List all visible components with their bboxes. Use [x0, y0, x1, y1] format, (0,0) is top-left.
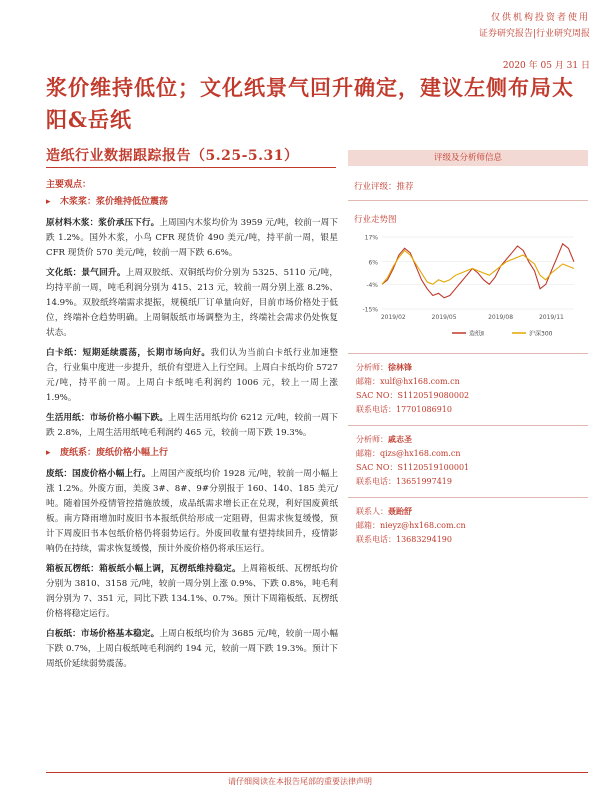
- main-points-heading: 主要观点：: [46, 180, 92, 190]
- analyst-email: 邮箱：xulf@hx168.com.cn: [356, 377, 460, 386]
- paragraph-pulp: 原材料木浆：浆价承压下行。上周国内木浆均价为 3959 元/吨，较前一周下跌 1.2%。国外木浆，小鸟 CFR 现货价 490 美元/吨，持平前一周，银星 CFR 现货价 570 美元/吨，较前一周下跌 6.6%。: [46, 218, 338, 258]
- paragraph-lead: 箱板瓦楞纸：箱板纸小幅上调，瓦楞纸维持稳定。: [46, 564, 241, 574]
- sidebar: [348, 150, 588, 555]
- analyst-name: 戚志圣: [388, 434, 412, 444]
- analyst-card-2: [348, 425, 588, 497]
- contact-phone: 联系电话：13683294190: [356, 535, 452, 544]
- header-audience: 仅供机构投资者使用: [490, 13, 590, 23]
- analyst-phone: 联系电话：17701086910: [356, 405, 452, 414]
- paragraph-lead: 生活用纸：市场价格小幅下跌。: [46, 413, 169, 423]
- paragraph-lead: 文化纸：景气回升。: [46, 268, 126, 278]
- analyst-sac: SAC NO：S1120519100001: [356, 463, 470, 472]
- paragraph-white-board: 白板纸：市场价格基本稳定。上周白板纸均价为 3685 元/吨，较前一周小幅下跌 0.7%，上周白板纸吨毛利润约 194 元，较前一周下跌 19.3%。预计下周纸价延续弱势震荡。: [46, 629, 338, 669]
- analyst-name: 徐林锋: [388, 362, 412, 372]
- analyst-sac: SAC NO：S1120519080002: [356, 391, 470, 400]
- rating-label: 行业评级：: [354, 182, 397, 192]
- analyst-label: 分析师：: [356, 435, 388, 444]
- x-tick-label: 2019/02: [380, 314, 406, 321]
- y-tick-label: -15%: [362, 306, 378, 314]
- y-tick-label: 17%: [364, 234, 378, 242]
- main-content: [46, 178, 338, 677]
- triangle-bullet-icon: ▸: [46, 448, 51, 458]
- contact-label: 联系人：: [356, 507, 388, 516]
- x-tick-label: 2019/11: [538, 314, 564, 321]
- pulp-section-heading: ▸ 木浆浆：浆价维持低位震荡: [46, 195, 338, 210]
- report-header: [479, 10, 590, 42]
- legend-label: 造纸Ⅱ: [469, 330, 484, 338]
- paragraph-boxboard: 箱板瓦楞纸：箱板纸小幅上调，瓦楞纸维持稳定。上周箱板纸、瓦楞纸均价分别为 3810、3158 元/吨，较前一周分别上涨 0.9%、下跌 0.8%，吨毛利润分别为 7、351 元，同比下跌 134.1%、0.7%。预计下周箱板纸、瓦楞纸价格将稳定运行。: [46, 564, 338, 619]
- header-report-type: 证券研究报告|行业研究周报: [478, 29, 590, 39]
- x-tick-label: 2019/05: [431, 314, 457, 321]
- footer-divider: [46, 772, 588, 773]
- trend-chart: [352, 229, 588, 353]
- y-tick-label: -4%: [366, 281, 378, 289]
- legal-notice: 请仔细阅读在本报告尾部的重要法律声明: [228, 777, 372, 786]
- report-subtitle: 造纸行业数据跟踪报告（5.25-5.31）: [46, 148, 299, 164]
- contact-card: [348, 497, 588, 555]
- triangle-bullet-icon: ▸: [46, 197, 51, 207]
- contact-name: 聂跆舒: [388, 506, 412, 516]
- y-tick-label: 6%: [368, 259, 378, 267]
- report-title: 浆价维持低位；文化纸景气回升确定，建议左侧布局太阳&岳纸: [46, 75, 574, 132]
- analyst-phone: 联系电话：13651997419: [356, 477, 452, 486]
- series-line-csi300: [382, 251, 574, 285]
- subtitle-divider: [46, 167, 336, 168]
- legend-label: 沪深300: [529, 330, 553, 338]
- contact-email: 邮箱：nieyz@hx168.com.cn: [356, 521, 466, 530]
- paragraph-lead: 原材料木浆：浆价承压下行。: [46, 218, 160, 228]
- analyst-email: 邮箱：qizs@hx168.com.cn: [356, 449, 461, 458]
- paragraph-lead: 白卡纸：短期延续震荡，长期市场向好。: [46, 348, 211, 358]
- report-date: 2020 年 05 月 31 日: [502, 61, 590, 71]
- industry-rating: [348, 166, 588, 201]
- analyst-card-1: [348, 353, 588, 425]
- trend-chart-svg: [352, 229, 584, 349]
- rating-value: 推荐: [396, 182, 414, 192]
- waste-paper-section-heading: ▸ 废纸系：废纸价格小幅上行: [46, 446, 338, 461]
- paragraph-waste-paper: 废纸：国废价格小幅上行。上周国产废纸均价 1928 元/吨，较前一周小幅上涨 1.2%。外废方面，美废 3#、8#、9#分别报于 160、140、185 美元/吨。随着国外疫情管控措施放缓，成品纸需求增长正在兑现，利好国废黄纸板。南方降雨增加时废旧书本报纸供给形成一定阻碍，但需求恢复缓慢，预计下周废旧书本包纸价格仍将弱势运行。外废回收量有望持续回升，疫情影响仍在持续，需求恢复缓慢，预计外废价格仍将承压运行。: [46, 469, 338, 554]
- trend-chart-label: 行业走势图: [354, 215, 397, 225]
- x-tick-label: 2019/08: [488, 314, 514, 321]
- paragraph-tissue: 生活用纸：市场价格小幅下跌。上周生活用纸均价 6212 元/吨，较前一周下跌 2.8%，上周生活用纸吨毛利润约 465 元，较前一周下跌 19.3%。: [46, 413, 338, 438]
- rating-bar: 评级及分析师信息: [348, 150, 588, 166]
- analyst-label: 分析师：: [356, 363, 388, 372]
- paragraph-culture-paper: 文化纸：景气回升。上周双胶纸、双铜纸均价分别为 5325、5110 元/吨，均持平前一周，吨毛利润分别为 415、213 元，较前一周分别上涨 8.2%、14.9%。双胶纸终端需求提振，规模纸厂订单量向好，目前市场价格处于低位，终端补仓趋势明确。上周铜版纸市场调整为主，终端社会需求仍处恢复状态。: [46, 268, 338, 338]
- paragraph-lead: 废纸：国废价格小幅上行。: [46, 469, 151, 479]
- paragraph-lead: 白板纸：市场价格基本稳定。: [46, 629, 160, 639]
- paragraph-white-card: 白卡纸：短期延续震荡，长期市场向好。我们认为当前白卡纸行业加速整合，行业集中度进一步提升，纸价有望进入上行空间。上周白卡纸均价 5727 元/吨，持平前一周。上周白卡纸吨毛利润约 1006 元，较上一周上涨 1.9%。: [46, 348, 338, 403]
